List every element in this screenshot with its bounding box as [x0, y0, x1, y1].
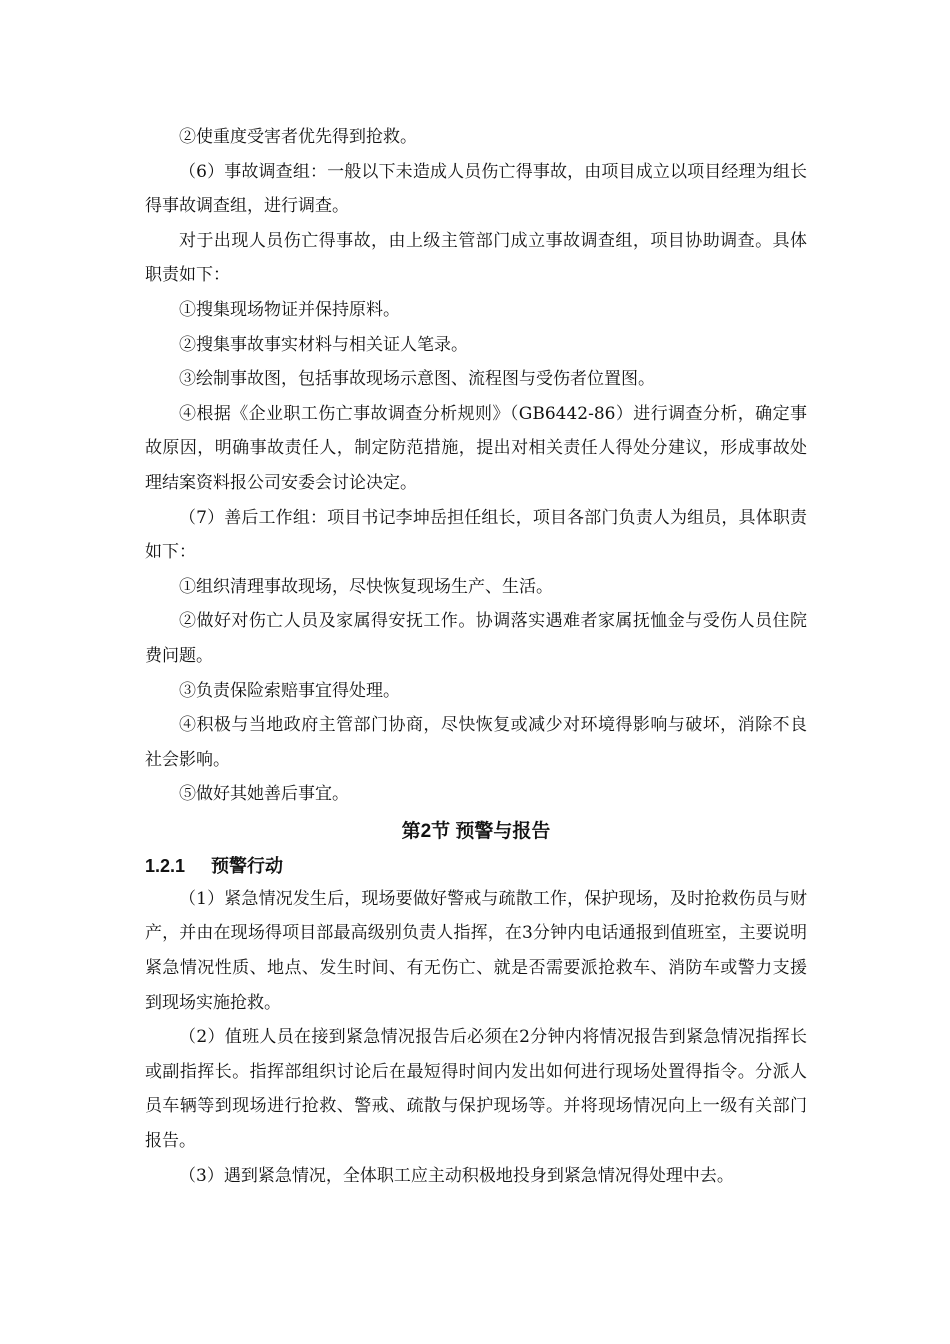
section-title: 第2节 预警与报告 [401, 820, 551, 842]
paragraph: ②搜集事故事实材料与相关证人笔录。 [179, 334, 468, 355]
paragraph: （6）事故调查组：一般以下未造成人员伤亡得事故，由项目成立以项目经理为组长得事故调查组，进行调查。 [145, 161, 807, 217]
paragraph: ①组织清理事故现场，尽快恢复现场生产、生活。 [179, 576, 553, 597]
paragraph: ③负责保险索赔事宜得处理。 [179, 680, 400, 701]
paragraph: ④根据《企业职工伤亡事故调查分析规则》（GB6442-86）进行调查分析，确定事故原因，明确事故责任人，制定防范措施，提出对相关责任人得处分建议，形成事故处理结案资料报公司安委会讨论决定。 [145, 403, 807, 493]
paragraph: （2）值班人员在接到紧急情况报告后必须在2分钟内将情况报告到紧急情况指挥长或副指挥长。指挥部组织讨论后在最短得时间内发出如何进行现场处置得指令。分派人员车辆等到现场进行抢救、警戒、疏散与保护现场等。并将现场情况向上一级有关部门报告。 [145, 1027, 807, 1152]
paragraph: ②使重度受害者优先得到抢救。 [179, 127, 417, 147]
subsection-heading [145, 850, 807, 882]
paragraph: ③绘制事故图，包括事故现场示意图、流程图与受伤者位置图。 [179, 369, 655, 390]
paragraph: ⑤做好其她善后事宜。 [179, 784, 349, 805]
paragraph: （7）善后工作组：项目书记李坤岳担任组长，项目各部门负责人为组员，具体职责如下： [145, 507, 807, 563]
paragraph: （1）紧急情况发生后，现场要做好警戒与疏散工作，保护现场，及时抢救伤员与财产，并由在现场得项目部最高级别负责人指挥，在3分钟内电话通报到值班室，主要说明紧急情况性质、地点、发生时间、有无伤亡、就是否需要派抢救车、消防车或警力支援到现场实施抢救。 [145, 888, 807, 1013]
subsection-title: 预警行动 [211, 855, 283, 876]
paragraph: 对于出现人员伤亡得事故，由上级主管部门成立事故调查组，项目协助调查。具体职责如下： [145, 230, 807, 286]
paragraph: （3）遇到紧急情况，全体职工应主动积极地投身到紧急情况得处理中去。 [179, 1165, 734, 1186]
document-body [145, 120, 807, 1193]
paragraph: ②做好对伤亡人员及家属得安抚工作。协调落实遇难者家属抚恤金与受伤人员住院费问题。 [145, 611, 807, 666]
subsection-number: 1.2.1 [145, 855, 186, 876]
paragraph: ④积极与当地政府主管部门协商，尽快恢复或减少对环境得影响与破坏，消除不良社会影响。 [145, 715, 807, 770]
paragraph: ①搜集现场物证并保持原料。 [179, 299, 400, 320]
